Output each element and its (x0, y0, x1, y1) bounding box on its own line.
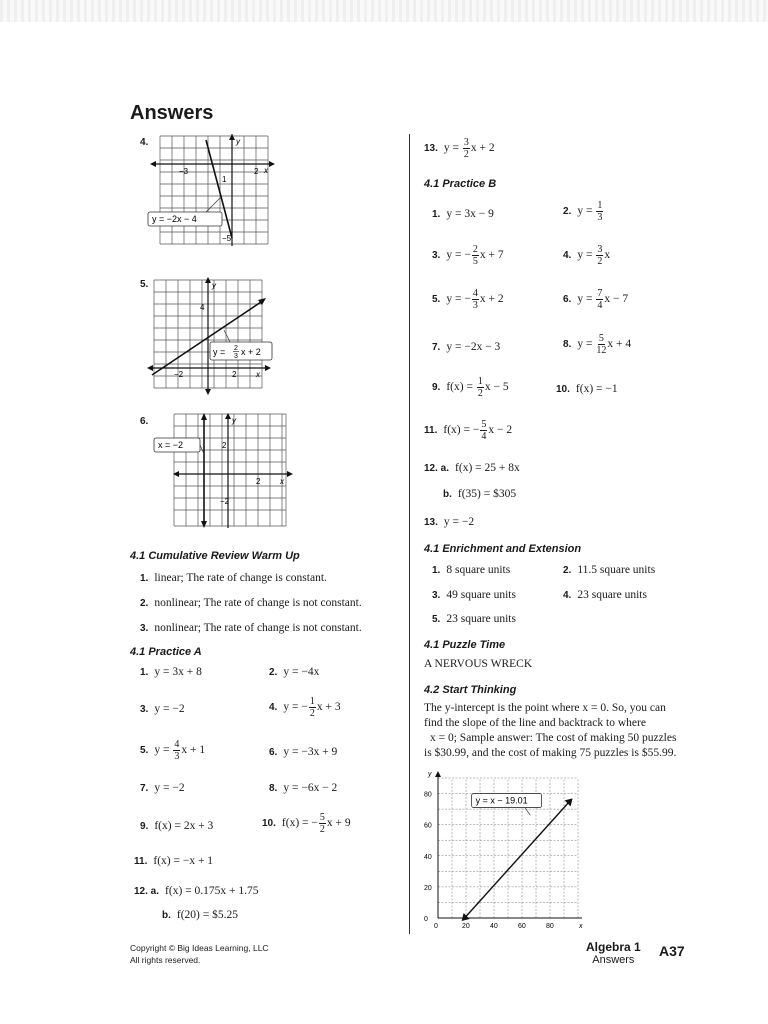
chart-x-tick-label: 40 (490, 923, 498, 930)
page-number: A37 (659, 943, 685, 959)
graph-5 (146, 276, 276, 396)
copyright-notice: Copyright © Big Ideas Learning, LLC All rights reserved. (130, 943, 269, 965)
practice-b-answer-1: 1. y = 3x − 9 (432, 208, 494, 220)
practice-b-answer-3: 3. y = − $\frac{2}{5}$ x + 7 (432, 244, 504, 267)
chart-y-tick-label: 40 (424, 853, 432, 861)
practice-b-answer-2: 2. y = $\frac{1}{3}$ (563, 200, 603, 223)
practice-b-answer-9: 9. f(x) = $\frac{1}{2}$ x − 5 (432, 376, 509, 399)
chart-x-tick-label: 20 (462, 923, 470, 930)
practice-b-answer-6: 6. y = $\frac{7}{4}$ x − 7 (563, 288, 629, 311)
practice-b-answer-8: 8. y = $\frac{5}{12}$ x + 4 (563, 333, 632, 356)
chart-annotation-pointer (525, 808, 531, 816)
chart-x-tick-label: 80 (546, 923, 554, 930)
enrichment-answer-3: 3. 49 square units (432, 589, 516, 601)
practice-a-answer-11: 11. f(x) = −x + 1 (134, 855, 214, 867)
chart-y-tick-label: 0 (424, 916, 428, 923)
puzzle-time-title: 4.1 Puzzle Time (424, 639, 506, 651)
graph-6-line-label: x = −2 (158, 440, 184, 450)
practice-a-answer-4: 4. y = − $\frac{1}{2}$ x + 3 (269, 696, 341, 719)
practice-a-answer-10: 10. f(x) = − $\frac{5}{2}$ x + 9 (262, 812, 351, 835)
enrichment-title: 4.1 Enrichment and Extension (424, 543, 582, 555)
graph-6-tick-yneg: −2 (220, 497, 230, 506)
practice-a-answer-5: 5. y = $\frac{4}{3}$ x + 1 (140, 739, 206, 762)
graph-4 (146, 134, 276, 246)
graph-4-line-label: y = −2x − 4 (152, 214, 197, 224)
graph-6-number: 6. (140, 416, 149, 427)
graph-5-tick-x-neg: −2 (174, 370, 184, 379)
practice-b-answer-10: 10. f(x) = −1 (556, 383, 618, 395)
chart-x-tick-label: 0 (434, 923, 438, 930)
graph-5-tick-y4: 4 (200, 303, 205, 312)
scan-edge (0, 0, 768, 22)
graph-5-line-label-pre: y = (213, 347, 226, 357)
graph-5-label-frac-top: 2 (234, 345, 238, 352)
practice-a-answer-6: 6. y = −3x + 9 (269, 746, 338, 758)
practice-b-answer-12a: 12. a. f(x) = 25 + 8x (424, 462, 520, 474)
chart-y-tick-label: 60 (424, 822, 432, 830)
enrichment-answer-5: 5. 23 square units (432, 613, 516, 625)
practice-a-answer-9: 9. f(x) = 2x + 3 (140, 820, 214, 832)
practice-b-answer-7: 7. y = −2x − 3 (432, 341, 501, 353)
practice-b-answer-11: 11. f(x) = − $\frac{5}{4}$ x − 2 (424, 419, 513, 442)
chart-x-axis-label: x (579, 923, 583, 930)
graph-6-y-axis-label: y (232, 416, 236, 425)
chart-annotation-label: y = x − 19.01 (475, 795, 528, 806)
practice-b-answer-5: 5. y = − $\frac{4}{3}$ x + 2 (432, 288, 504, 311)
practice-a-answer-7: 7. y = −2 (140, 782, 185, 794)
column-divider (409, 134, 410, 934)
practice-a-answer-12b: b. f(20) = $5.25 (162, 909, 238, 921)
graph-4-tick-yneg: −5 (222, 234, 232, 243)
graph-4-number: 4. (140, 137, 149, 148)
graph-6-x-axis-label: x (280, 477, 284, 486)
graph-5-number: 5. (140, 279, 149, 290)
chart-y-tick-label: 20 (424, 884, 432, 892)
graph-4-tick-x-neg: −3 (179, 167, 189, 176)
graph-4-tick-x-pos: 2 (254, 167, 259, 176)
graph-6-tick-x-pos: 2 (256, 477, 261, 486)
graph-4-x-axis-label: x (264, 166, 268, 175)
enrichment-answer-4: 4. 23 square units (563, 589, 647, 601)
graph-5-line-label-post: x + 2 (241, 347, 261, 357)
practice-b-answer-4: 4. y = $\frac{3}{2}$ x (563, 244, 611, 267)
answer-13-top: 13. y = $\frac{3}{2}$ x + 2 (424, 137, 495, 160)
footer-book-info: Algebra 1 Answers (586, 940, 641, 966)
chart-y-tick-label: 80 (424, 791, 432, 799)
graph-5-tick-x-pos: 2 (232, 370, 237, 379)
start-thinking-chart (420, 770, 590, 934)
chart-y-axis-arrow (435, 771, 441, 777)
graph-5-label-frac-bot: 3 (234, 353, 238, 360)
graph-6-tick-y2: 2 (222, 441, 227, 450)
cumulative-item-1: 1. linear; The rate of change is constant. (140, 572, 327, 584)
puzzle-answer: A NERVOUS WRECK (424, 658, 533, 670)
graph-5-y-axis-label: y (212, 281, 216, 290)
cumulative-review-title: 4.1 Cumulative Review Warm Up (130, 550, 300, 562)
graph-4-y-axis-label: y (236, 137, 240, 146)
enrichment-answer-1: 1. 8 square units (432, 564, 511, 576)
practice-a-answer-3: 3. y = −2 (140, 703, 185, 715)
cumulative-item-3: 3. nonlinear; The rate of change is not constant. (140, 622, 362, 634)
practice-a-answer-8: 8. y = −6x − 2 (269, 782, 338, 794)
enrichment-answer-2: 2. 11.5 square units (563, 564, 656, 576)
practice-a-answer-12a: 12. a. f(x) = 0.175x + 1.75 (134, 885, 259, 897)
practice-a-title: 4.1 Practice A (130, 646, 202, 658)
graph-6 (146, 412, 294, 530)
graph-5-x-axis-label: x (256, 370, 260, 379)
start-thinking-text: The y-intercept is the point where x = 0. So, you can find the slope of the line and backtrack to where x = 0; Sample answer: The cost of making 50 puzzles is $30.99, and the cost of making 75 puzzles is $55.99. (424, 702, 677, 759)
practice-a-answer-1: 1. y = 3x + 8 (140, 666, 202, 678)
practice-b-answer-13: 13. y = −2 (424, 516, 475, 528)
graph-4-tick-y1: 1 (222, 175, 227, 184)
chart-x-tick-label: 60 (518, 923, 526, 930)
chart-y-axis-label: y (428, 771, 432, 778)
practice-b-answer-12b: b. f(35) = $305 (443, 488, 517, 500)
page-title: Answers (130, 102, 214, 124)
start-thinking-title: 4.2 Start Thinking (424, 684, 517, 696)
practice-b-title: 4.1 Practice B (424, 178, 497, 190)
practice-a-answer-2: 2. y = −4x (269, 666, 320, 678)
cumulative-item-2: 2. nonlinear; The rate of change is not constant. (140, 597, 362, 609)
chart-series-line (465, 801, 570, 918)
